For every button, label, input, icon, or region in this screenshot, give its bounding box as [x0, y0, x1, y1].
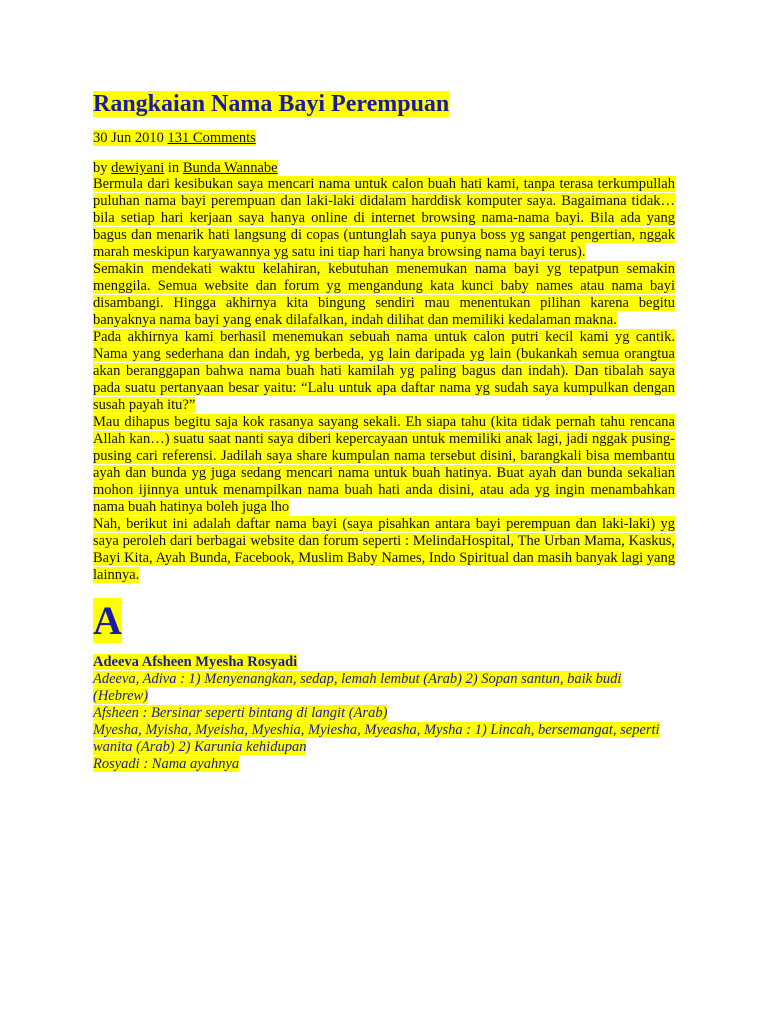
body-paragraph-text: Mau dihapus begitu saja kok rasanya sayang sekali. Eh siapa tahu (kita tidak pernah tahu rencana Allah kan…) suatu saat nanti saya diberi kepercayaan untuk memiliki anak lagi, jadi nggak pusing-pusing cari referensi. Jadilah saya share kumpulan nama tersebut disini, barangkali bisa membantu ayah dan bunda yg juga sedang mencari nama untuk buah hatinya. Buat ayah dan bunda sekalian mohon ijinnya untuk menampilkan nama buah hati anda disini, atau ada yg ingin menambahkan nama buah hatinya boleh juga lho — [93, 414, 675, 515]
body-paragraph — [93, 414, 675, 516]
page-title — [93, 92, 675, 116]
name-meaning-text: Adeeva, Adiva : 1) Menyenangkan, sedap, lemah lembut (Arab) 2) Sopan santun, baik budi (Hebrew) — [93, 671, 622, 704]
byline-in: in — [164, 160, 183, 176]
body-paragraph-text: Semakin mendekati waktu kelahiran, kebutuhan menemukan nama bayi yg tepatpun semakin menggila. Semua website dan forum yg mengandung kata kunci baby names atau nama bayi disambangi. Hingga akhirnya kita bingung sendiri mau menentukan pilihan karena begitu banyaknya nama bayi yang enak dilafalkan, indah dilihat dan memiliki kedalaman makna. — [93, 261, 675, 328]
byline-text — [93, 160, 278, 176]
body-paragraph-text: Nah, berikut ini adalah daftar nama bayi (saya pisahkan antara bayi perempuan dan laki-laki) yg saya peroleh dari berbagai website dan forum seperti : MelindaHospital, The Urban Mama, Kaskus, Bayi Kita, Ayah Bunda, Facebook, Muslim Baby Names, Indo Spiritual dan masih banyak lagi yang lainnya. — [93, 516, 675, 583]
name-entry-title — [93, 654, 675, 671]
name-meaning — [93, 722, 675, 756]
body-paragraph — [93, 176, 675, 261]
name-meaning-text: Myesha, Myisha, Myeisha, Myeshia, Myiesha, Myeasha, Mysha : 1) Lincah, bersemangat, seperti wanita (Arab) 2) Karunia kehidupan — [93, 722, 660, 755]
section-letter-heading — [93, 598, 675, 644]
name-entry-title-text: Adeeva Afsheen Myesha Rosyadi — [93, 654, 298, 670]
body-paragraph-text: Pada akhirnya kami berhasil menemukan sebuah nama untuk calon putri kecil kami yg cantik. Nama yang sederhana dan indah, yg berbeda, yg lain daripada yg lain (bukankah semua orangtua akan beranggapan bahwa nama buah hati kamilah yg paling bagus dan indah). Dan tibalah saya pada suatu pertanyaan besar yaitu: “Lalu untuk apa daftar nama yg sudah saya kumpulkan dengan susah payah itu?” — [93, 329, 675, 413]
body-paragraph — [93, 516, 675, 584]
name-meaning — [93, 705, 675, 722]
author-link[interactable]: dewiyani — [111, 160, 165, 176]
body-paragraph-text: Bermula dari kesibukan saya mencari nama untuk calon buah hati kami, tanpa terasa terkumpullah puluhan nama bayi perempuan dan laki-laki didalam harddisk komputer saya. Bagaimana tidak… bila setiap hari kerjaan saya hanya online di internet browsing nama-nama bayi. Bila ada yang bagus dan menarik hati langsung di copas (untunglah saya punya boss yg sangat pengertian, nggak marah meskipun karyawannya yg satu ini tiap hari hanya browsing nama bayi terus). — [93, 176, 675, 260]
name-meaning-text: Rosyadi : Nama ayahnya — [93, 756, 240, 772]
byline-prefix: by — [93, 160, 112, 176]
page-title-text: Rangkaian Nama Bayi Perempuan — [93, 91, 450, 117]
body-paragraph — [93, 329, 675, 414]
category-link[interactable]: Bunda Wannabe — [182, 160, 278, 176]
post-date: 30 Jun 2010 — [93, 130, 164, 146]
body-paragraph — [93, 261, 675, 329]
post-date-line — [93, 130, 256, 146]
name-meaning-text: Afsheen : Bersinar seperti bintang di langit (Arab) — [93, 705, 388, 721]
byline — [93, 160, 675, 176]
name-meaning — [93, 671, 675, 705]
comments-link[interactable]: 131 Comments — [167, 130, 256, 146]
article — [93, 92, 675, 773]
name-meaning — [93, 756, 675, 773]
post-meta — [93, 130, 675, 146]
section-letter: A — [93, 598, 122, 643]
